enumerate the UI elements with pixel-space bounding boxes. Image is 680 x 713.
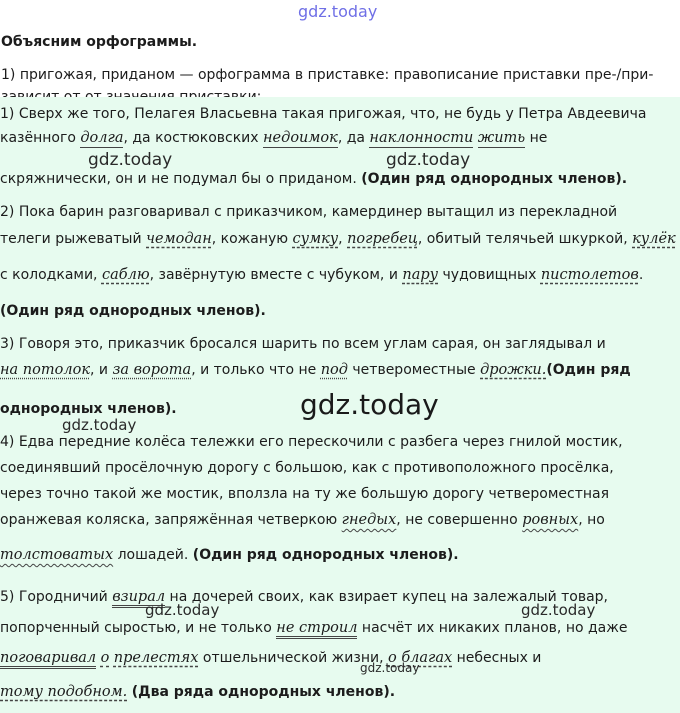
s4-line1: 4) Едва передние колёса тележки его перескочили с разбега через гнилой мостик, bbox=[0, 434, 623, 450]
s3-line3: однородных членов). bbox=[0, 401, 177, 417]
word: о благах bbox=[387, 650, 453, 666]
word: за ворота bbox=[112, 362, 192, 378]
word: жить bbox=[477, 130, 526, 146]
s5-line2: попорченный сыростью, и не только не строил насчёт их никаких планов, но даже bbox=[0, 619, 627, 637]
page-heading: Объясним орфограммы. bbox=[1, 34, 198, 50]
watermark: gdz.today bbox=[88, 150, 173, 170]
s1-line2: казённого долга, да костюковских недоимок, да наклонности жить не bbox=[0, 130, 548, 146]
word: поговаривал bbox=[0, 650, 96, 669]
watermark: gdz.today bbox=[386, 150, 471, 170]
watermark-top: gdz.today bbox=[298, 2, 378, 21]
s2-line2: телеги рыжеватый чемодан, кожаную сумку, погребец, обитый телячьей шкуркой, кулёк bbox=[0, 231, 676, 247]
word: толстоватых bbox=[0, 547, 114, 563]
word: о bbox=[100, 650, 110, 666]
word: долга bbox=[80, 130, 124, 146]
word: тому подобном. bbox=[0, 684, 128, 700]
word: на потолок bbox=[0, 362, 90, 378]
s3-line1: 3) Говоря это, приказчик бросался шарить по всем углам сарая, он заглядывал и bbox=[0, 336, 606, 352]
word: пистолетов bbox=[540, 267, 639, 283]
word: гнедых bbox=[341, 512, 397, 528]
s5-line3: поговаривал о прелестях отшельнической жизни, о благах небесных и bbox=[0, 649, 541, 667]
word: сумку bbox=[292, 231, 339, 247]
word: наклонности bbox=[369, 130, 474, 146]
word: кулёк bbox=[632, 231, 676, 247]
s2-line1: 2) Пока барин разговаривал с приказчиком, камердинер вытащил из перекладной bbox=[0, 204, 618, 220]
word: не строил bbox=[276, 620, 357, 639]
word: саблю bbox=[101, 267, 150, 283]
s1-line1: 1) Сверх же того, Пелагея Власьевна такая пригожая, что, не будь у Петра Авдеевича bbox=[0, 106, 647, 122]
word: прелестях bbox=[113, 650, 199, 666]
word: чемодан bbox=[146, 231, 212, 247]
word: дрожки. bbox=[480, 362, 547, 378]
word: под bbox=[320, 362, 348, 378]
word: ровных bbox=[522, 512, 579, 528]
watermark: gdz.today bbox=[521, 601, 596, 619]
s2-line3: с колодками, саблю, завёрнутую вместе с чубуком, и пару чудовищных пистолетов. bbox=[0, 267, 644, 283]
word: взирал bbox=[112, 589, 165, 608]
s5-line4: тому подобном. (Два ряда однородных членов). bbox=[0, 684, 396, 700]
s2-line4: (Один ряд однородных членов). bbox=[0, 303, 266, 319]
s3-line2: на потолок, и за ворота, и только что не под четвероместные дрожки.(Один ряд bbox=[0, 362, 631, 378]
s4-line3: через точно такой же мостик, вползла на ту же большую дорогу четвероместная bbox=[0, 486, 609, 502]
s4-line2: соединявший просёлочную дорогу с большою, как с противоположного просёлка, bbox=[0, 460, 614, 476]
watermark: gdz.today bbox=[62, 416, 137, 434]
s4-line5: толстоватых лошадей. (Один ряд однородных членов). bbox=[0, 547, 459, 563]
s5-line1: 5) Городничий взирал на дочерей своих, как взирает купец на залежалый товар, bbox=[0, 588, 608, 606]
watermark: gdz.today bbox=[145, 601, 220, 619]
word: пару bbox=[402, 267, 439, 283]
intro-text: 1) пригожая, приданом — орфограмма в приставке: правописание приставки пре-/при- bbox=[1, 67, 654, 83]
watermark: gdz.today bbox=[360, 661, 420, 675]
s4-line4: оранжевая коляска, запряжённая четверкою гнедых, не совершенно ровных, но bbox=[0, 512, 605, 528]
watermark: gdz.today bbox=[300, 388, 439, 421]
s1-line3: скряжнически, он и не подумал бы о приданом. (Один ряд однородных членов). bbox=[0, 171, 628, 187]
word: недоимок bbox=[263, 130, 338, 146]
word: погребец bbox=[347, 231, 418, 247]
